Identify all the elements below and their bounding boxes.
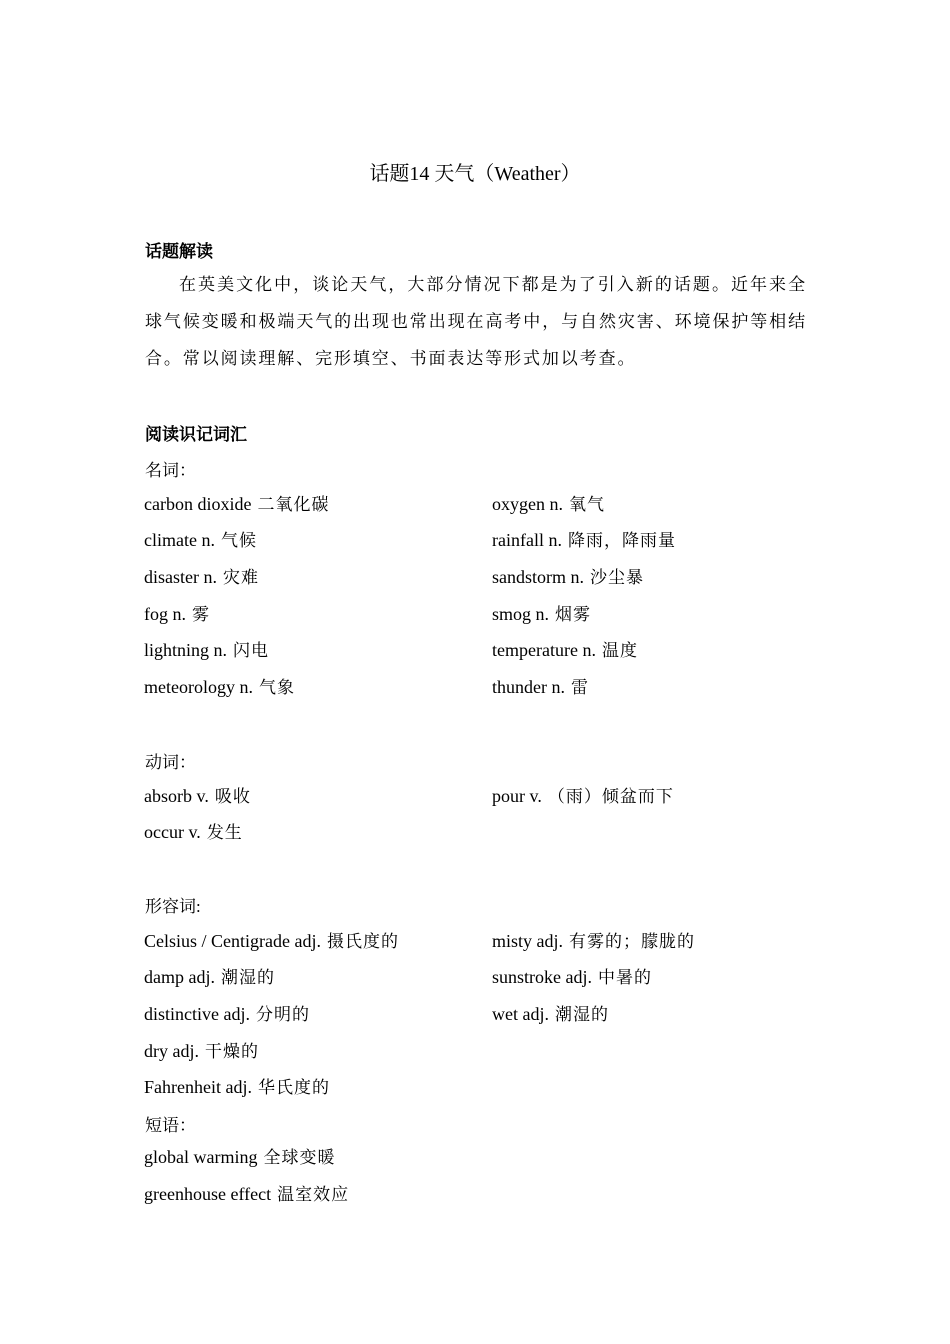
vocab-entry: disaster n. 灾难 (144, 566, 259, 587)
topic-heading: 话题解读 (145, 242, 213, 261)
vocab-entry: climate n. 气候 (144, 530, 257, 551)
vocab-heading: 阅读识记词汇 (145, 425, 247, 444)
vocab-entry: carbon dioxide 二氧化碳 (144, 493, 330, 514)
vocab-entry: Fahrenheit adj. 华氏度的 (144, 1077, 330, 1098)
vocab-entry: thunder n. 雷 (492, 676, 589, 697)
vocab-entry: Celsius / Centigrade adj. 摄氏度的 (144, 930, 399, 951)
vocab-entry: oxygen n. 氧气 (492, 493, 605, 514)
verbs-list (144, 776, 812, 849)
vocab-entry: damp adj. 潮湿的 (144, 967, 275, 988)
vocab-entry: misty adj. 有雾的；朦胧的 (492, 930, 695, 951)
vocab-entry: dry adj. 干燥的 (144, 1040, 259, 1061)
vocab-entry: wet adj. 潮湿的 (492, 1003, 609, 1024)
vocab-entry: lightning n. 闪电 (144, 640, 270, 661)
vocab-entry: sunstroke adj. 中暑的 (492, 967, 652, 988)
vocab-entry: absorb v. 吸收 (144, 785, 251, 806)
page-title: 话题14 天气（Weather） (369, 163, 581, 185)
vocab-entry: temperature n. 温度 (492, 640, 638, 661)
phrases-label: 短语： (145, 1116, 196, 1135)
vocab-entry: occur v. 发生 (144, 822, 243, 843)
vocab-entry: global warming 全球变暖 (144, 1147, 336, 1167)
vocab-entry: pour v. （雨）倾盆而下 (492, 785, 674, 806)
phrases-list (144, 1139, 349, 1212)
adjectives-label: 形容词: (145, 897, 201, 916)
vocab-entry: meteorology n. 气象 (144, 676, 295, 697)
vocab-entry: smog n. 烟雾 (492, 603, 592, 624)
vocab-entry: fog n. 雾 (144, 603, 210, 624)
vocab-entry: greenhouse effect 温室效应 (144, 1183, 350, 1204)
topic-text: 在英美文化中，谈论天气，大部分情况下都是为了引入新的话题。近年来全球气候变暖和极端天气的出现也常出现在高考中，与自然灾害、环境保护等相结合。常以阅读理解、完形填空、书面表达等形式加以考查。 (145, 275, 807, 368)
vocab-entry: rainfall n. 降雨，降雨量 (492, 530, 676, 551)
vocab-entry: distinctive adj. 分明的 (144, 1003, 310, 1024)
nouns-list (144, 484, 812, 704)
vocab-entry: sandstorm n. 沙尘暴 (492, 566, 644, 587)
verbs-label: 动词： (145, 753, 196, 772)
nouns-label: 名词： (145, 461, 196, 480)
adjectives-list (144, 921, 812, 1104)
